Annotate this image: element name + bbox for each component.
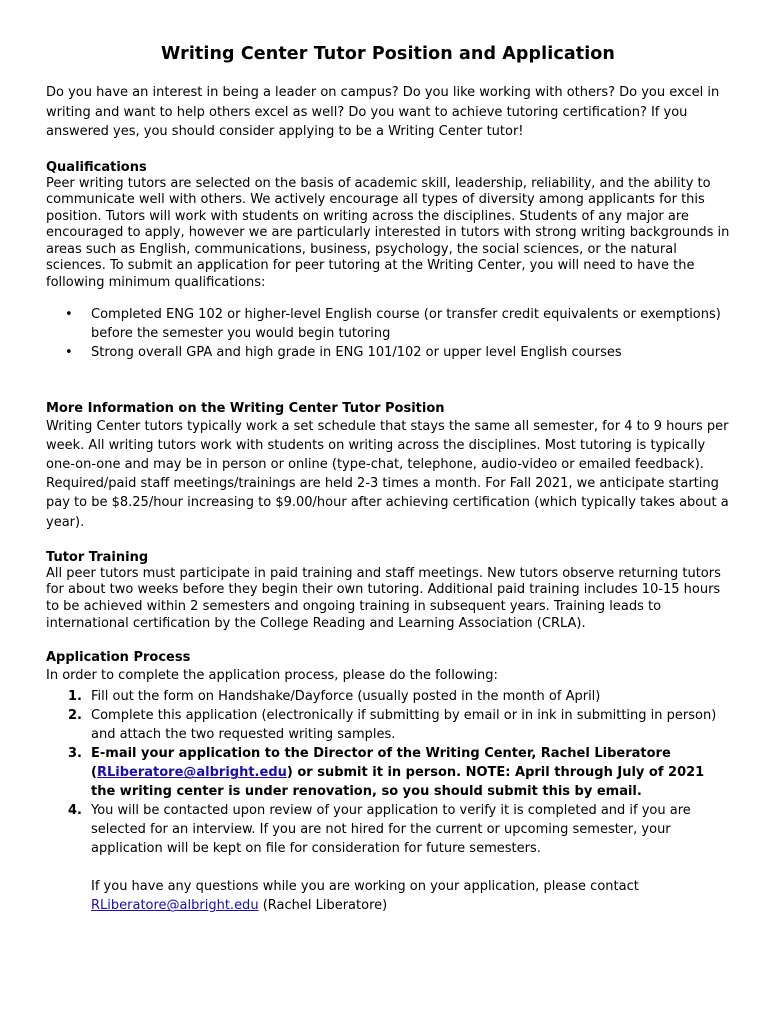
page-title: Writing Center Tutor Position and Application — [161, 44, 615, 64]
step-text: E-mail your application to the Director of the Writing Center, Rachel Liberatore ( — [91, 746, 671, 781]
training-section — [46, 549, 730, 632]
intro-paragraph: Do you have an interest in being a leader on campus? Do you like working with others? Do you excel in writing and want to help others excel as well? Do you want to achieve tutoring certification? If you answered yes, you should consider applying to be a Writing Center tutor! — [46, 85, 720, 139]
application-section — [46, 649, 730, 915]
qualifications-body: Peer writing tutors are selected on the basis of academic skill, leadership, reliability, and the ability to communicate well with others. We actively encourage all types of diversity among applicants for this position. Tutors will work with students on writing across the disciplines. Students of any major are encouraged to apply, however we are particularly interested in tutors with strong writing backgrounds in areas such as English, communications, business, psychology, the social sciences, or the natural sciences. To submit an application for peer tutoring at the Writing Center, you will need to have the following minimum qualifications: — [46, 175, 730, 291]
closing-text: If you have any questions while you are working on your application, please contact — [91, 879, 639, 895]
more-info-section — [46, 400, 730, 532]
step-number: 3. — [68, 746, 82, 762]
step-number: 4. — [68, 803, 82, 819]
qualifications-section — [46, 159, 730, 362]
list-item — [46, 744, 730, 801]
list-item — [46, 801, 730, 915]
email-link[interactable]: RLiberatore@albright.edu — [96, 765, 287, 781]
more-info-body: Writing Center tutors typically work a set schedule that stays the same all semester, for 4 to 9 hours per week. All writing tutors work with students on writing across the disciplines. Most tutoring is typically one-on-one and may be in person or online (type-chat, telephone, audio-video or emailed feedback). Required/paid staff meetings/trainings are held 2-3 times a month. For Fall 2021, we anticipate starting pay to be $8.25/hour increasing to $9.00/hour after achieving certification (which typically takes about a year). — [46, 418, 729, 530]
qualifications-list — [46, 305, 730, 362]
application-heading: Application Process — [46, 650, 191, 666]
training-heading: Tutor Training — [46, 549, 149, 565]
document-page — [46, 44, 730, 915]
contact-email-link[interactable]: RLiberatore@albright.edu — [91, 898, 259, 914]
step-text: ) or submit it in person. NOTE: April through July of 2021 the writing center is under renovation, so you should submit this by email. — [91, 765, 705, 800]
list-item: • Completed ENG 102 or higher-level English course (or transfer credit equivalents or exemptions) before the semester you would begin tutoring — [46, 305, 730, 343]
step-number: 2. — [68, 708, 82, 724]
list-item — [46, 706, 730, 744]
step-text: Fill out the form on Handshake/Dayforce (usually posted in the month of April) — [91, 689, 601, 705]
application-lead: In order to complete the application process, please do the following: — [46, 668, 498, 684]
step-text: You will be contacted upon review of your application to verify it is completed and if you are selected for an interview. If you are not hired for the current or upcoming semester, your application will be kept on file for consideration for future semesters. — [91, 803, 691, 857]
more-info-heading: More Information on the Writing Center Tutor Position — [46, 400, 445, 416]
training-body: All peer tutors must participate in paid training and staff meetings. New tutors observe returning tutors for about two weeks before they begin their own tutoring. Additional paid training includes 10-15 hours to be achieved within 2 semesters and ongoing training in subsequent years. Training leads to international certification by the College Reading and Learning Association (CRLA). — [46, 565, 721, 631]
application-steps — [46, 687, 730, 915]
step-text: Complete this application (electronically if submitting by email or in ink in submitting in person) and attach the two requested writing samples. — [91, 708, 717, 743]
list-item — [46, 687, 730, 706]
closing-note — [91, 877, 730, 915]
list-item: • Strong overall GPA and high grade in ENG 101/102 or upper level English courses — [46, 343, 730, 362]
qualifications-heading: Qualifications — [46, 159, 147, 175]
closing-text: (Rachel Liberatore) — [258, 898, 388, 914]
step-number: 1. — [68, 689, 82, 705]
